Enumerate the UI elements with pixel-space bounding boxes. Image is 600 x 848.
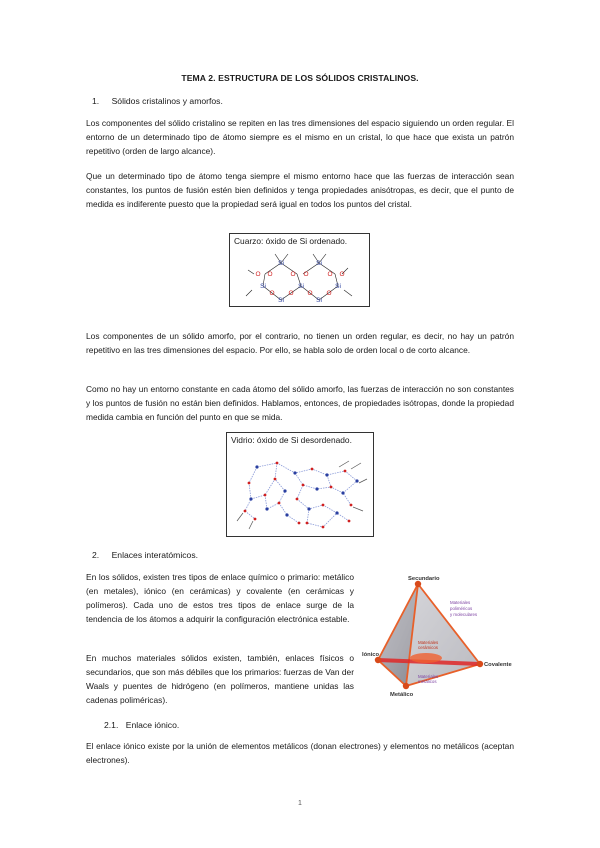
o-atom-label: O <box>288 290 294 297</box>
paragraph: El enlace iónico existe por la unión de elementos metálicos (donan electrones) y elementos no metálicos (aceptan electrones). <box>86 741 514 765</box>
label-covalent: Covalente <box>484 662 512 668</box>
glass-figure <box>226 432 374 537</box>
label-metallic: Metálico <box>390 692 414 698</box>
section-1-title: Sólidos cristalinos y amorfos. <box>111 96 223 106</box>
si-atom-label: Si <box>298 283 304 290</box>
section-2-title: Enlaces interatómicos. <box>111 550 199 560</box>
label-polymers-line2: poliméricos <box>450 606 473 611</box>
glass-caption: Vidrio: óxido de Si desordenado. <box>231 435 352 445</box>
subsection-heading <box>104 720 179 730</box>
paragraph: Como no hay un entorno constante en cada átomo del sólido amorfo, las fuerzas de interacción no son constantes y los puntos de fusión no están bien definidos. Hablamos, entonces, de propiedades isótropas, donde la propiedad medida cambia en función del punto en que se mida. <box>86 384 514 422</box>
label-ionic: Iónico <box>362 652 380 658</box>
vertex-covalent <box>477 661 483 667</box>
page-number: 1 <box>298 800 302 807</box>
label-ceramics-line2: cerámicos <box>418 645 439 650</box>
o-atom-label: O <box>307 290 313 297</box>
label-metals-line2: metálicos <box>418 679 437 684</box>
quartz-caption: Cuarzo: óxido de Si ordenado. <box>234 236 348 246</box>
label-secondary: Secundario <box>408 576 440 582</box>
label-metals-line1: Materiales <box>418 674 439 679</box>
subsection-number: 2.1. <box>104 720 119 730</box>
glass-network-diagram <box>227 433 373 536</box>
paragraph: Que un determinado tipo de átomo tenga siempre el mismo entorno hace que las fuerzas de interacción sean constantes, los puntos de fusión estén bien definidos y tenga propiedades anisótropas, es decir, que el punto de medida es indiferente puesto que la propiedad será igual en todos los puntos del cristal. <box>86 171 514 209</box>
page-title: TEMA 2. ESTRUCTURA DE LOS SÓLIDOS CRISTALINOS. <box>181 73 419 83</box>
paragraph: En los sólidos, existen tres tipos de enlace químico o primario: metálico (en metales), iónico (en cerámicas) y covalente (en cerámicas y polímeros). Cada uno de estos tres tipos de enlace surge de la tendencia de los átomos a adquirir la configuración electrónica estable. <box>86 572 354 624</box>
label-polymers-line1: Materiales <box>450 600 471 605</box>
paragraph: Los componentes del sólido cristalino se repiten en las tres dimensiones del espacio siguiendo un orden regular. El entorno de un determinado tipo de átomo siempre es el mismo en un cristal, lo que hace que exista un patrón repetitivo (orden de largo alcance). <box>86 118 514 156</box>
subsection-title: Enlace iónico. <box>125 720 180 730</box>
paragraph: Los componentes de un sólido amorfo, por el contrario, no tienen un orden regular, es decir, no hay un patrón repetitivo en las tres dimensiones del espacio. Por ello, se habla solo de orden local o de corto alcance. <box>86 331 514 355</box>
si-atom-label: Si <box>335 283 341 290</box>
si-atom-label: Si <box>278 297 284 304</box>
paragraph: En muchos materiales sólidos existen, también, enlaces físicos o secundarios, que son más débiles que los primarios: fuerzas de Van der Waals y puentes de hidrógeno (en polímeros, mantiene unidas las cadenas poliméricas). <box>86 653 354 705</box>
o-atom-label: O <box>290 271 296 278</box>
o-atom-label: O <box>269 290 275 297</box>
o-atom-label: O <box>267 271 273 278</box>
label-polymers-line3: y moleculares <box>450 612 478 617</box>
vertex-metallic <box>403 683 409 689</box>
section-1-number: 1. <box>92 96 100 106</box>
section-2-heading <box>92 550 198 560</box>
quartz-lattice-diagram <box>230 234 369 306</box>
quartz-figure <box>229 233 370 307</box>
si-atom-label: Si <box>278 260 284 267</box>
si-atom-label: Si <box>316 297 322 304</box>
si-atom-label: Si <box>316 260 322 267</box>
label-ceramics-line1: Materiales <box>418 640 439 645</box>
o-atom-label: O <box>326 290 332 297</box>
o-atom-label: O <box>327 271 333 278</box>
o-atom-label: O <box>339 271 345 278</box>
section-2-number: 2. <box>92 550 100 560</box>
si-atom-label: Si <box>260 283 266 290</box>
section-1-heading <box>92 96 223 106</box>
o-atom-label: O <box>255 271 261 278</box>
o-atom-label: O <box>303 271 309 278</box>
bonding-tetrahedron-diagram <box>360 570 520 720</box>
